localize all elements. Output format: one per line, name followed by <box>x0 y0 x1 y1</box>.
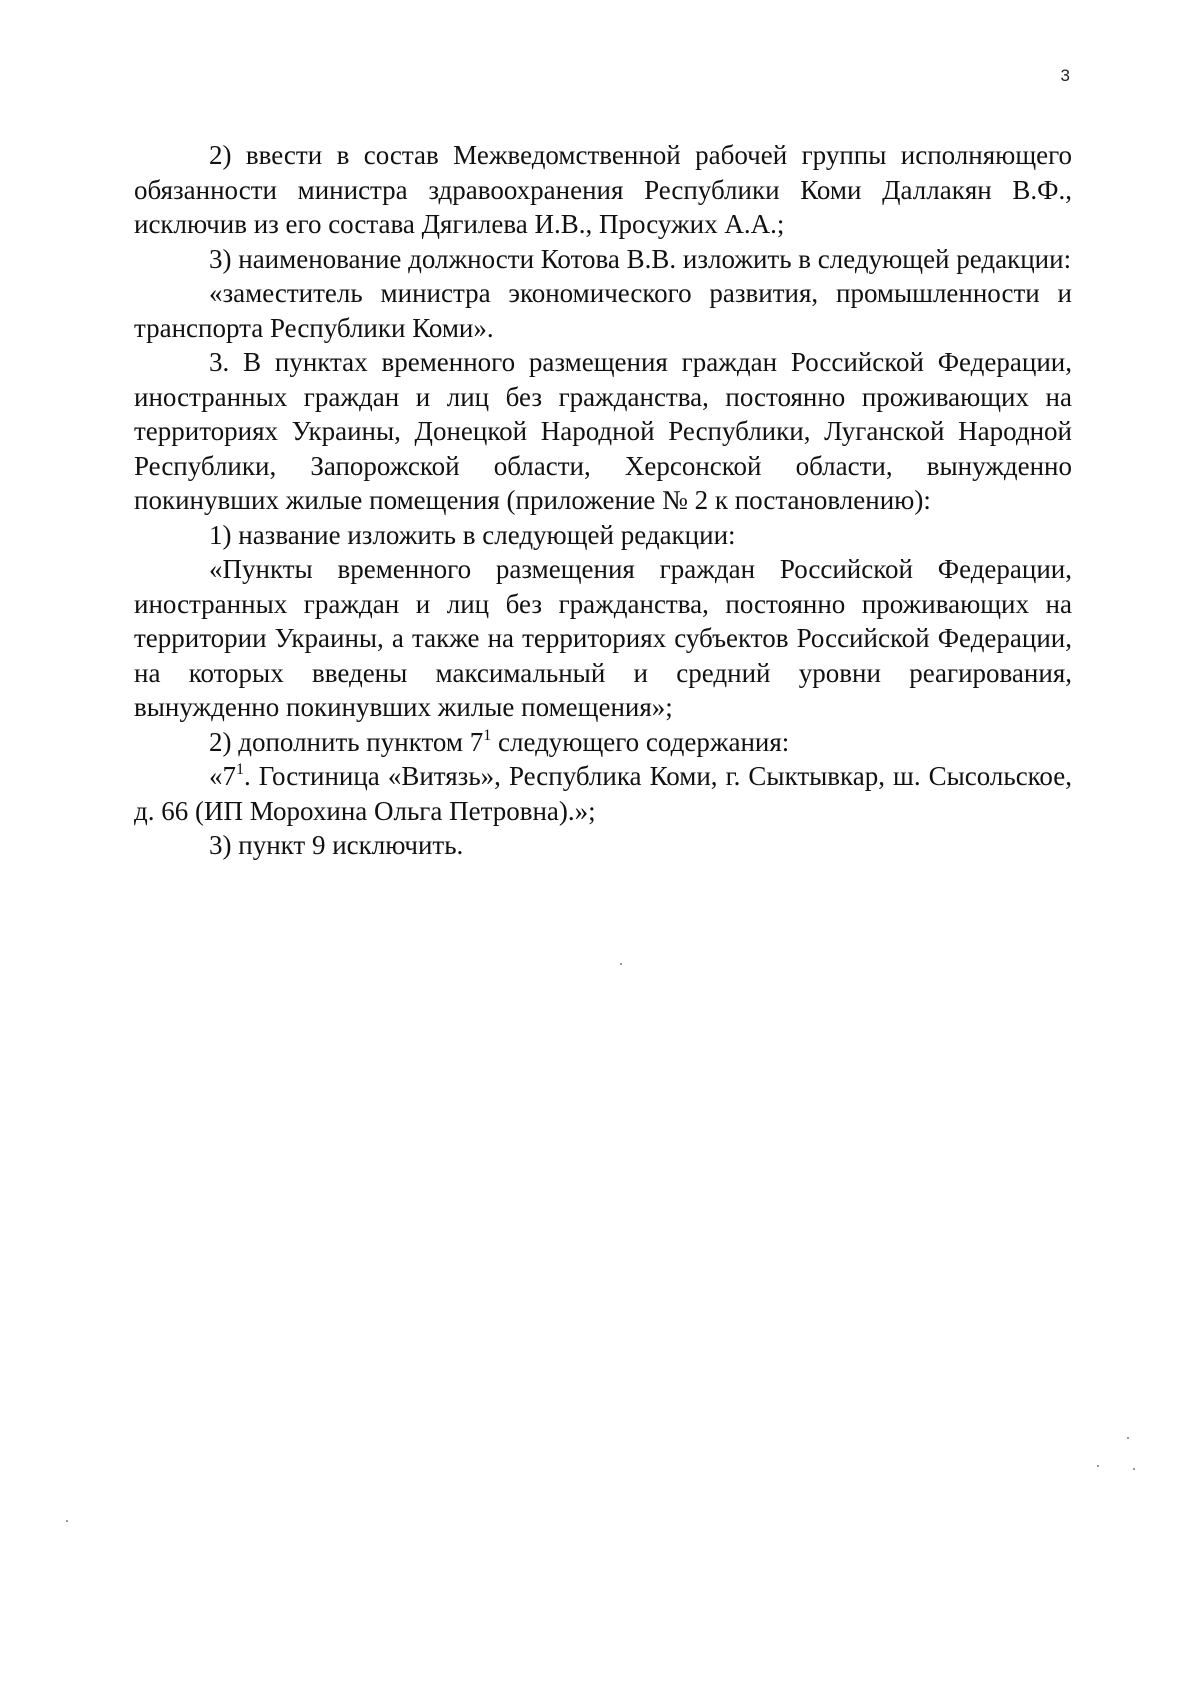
scan-speck <box>1133 1468 1135 1470</box>
hotel-entry-text: . Гостиница «Витязь», Республика Коми, г. Сыктывкар, ш. Сысольское, д. 66 (ИП Морохина Ольга Петровна).»; <box>134 761 1072 826</box>
page-number: 3 <box>1060 66 1070 85</box>
paragraph-hotel-entry <box>134 759 1072 828</box>
paragraph-rename-title: 1) название изложить в следующей редакции: <box>209 519 736 550</box>
paragraph-position-rename: 3) наименование должности Котова В.В. изложить в следующей редакции: <box>209 243 1072 274</box>
paragraph-add-point <box>134 725 1072 760</box>
paragraph-remove-point: 3) пункт 9 исключить. <box>209 830 464 860</box>
scan-speck <box>66 1520 68 1522</box>
paragraph-position-quote: «заместитель министра экономического развития, промышленности и транспорта Республики Коми». <box>134 278 1072 343</box>
scan-speck <box>1127 1437 1129 1439</box>
hotel-entry-number: «7 <box>209 761 236 791</box>
superscript: 1 <box>483 726 492 744</box>
scan-speck <box>1097 1465 1099 1467</box>
document-body <box>134 138 1072 863</box>
paragraph-add-point-text: 2) дополнить пунктом 7 <box>209 726 484 757</box>
superscript: 1 <box>236 761 244 778</box>
paragraph-add-point-text-end: следующего содержания: <box>491 726 790 757</box>
paragraph-new-title-quote: «Пункты временного размещения граждан Российской Федерации, иностранных граждан и лиц без гражданства, постоянно проживающих на территории Украины, а также на территориях субъектов Российской Федерации, на которых введены максимальный и средний уровни реагирования, вынужденно покинувших жилые помещения»; <box>134 554 1072 722</box>
scan-speck <box>620 963 622 965</box>
paragraph-section-3: 3. В пунктах временного размещения граждан Российской Федерации, иностранных граждан и лиц без гражданства, постоянно проживающих на территориях Украины, Донецкой Народной Республики, Луганской Народной Республики, Запорожской области, Херсонской области, вынужденно покинувших жилые помещения (приложение № 2 к постановлению): <box>134 347 1072 515</box>
paragraph-add-member: 2) ввести в состав Межведомственной рабочей группы исполняющего обязанности министра здравоохранения Республики Коми Даллакян В.Ф., исключив из его состава Дягилева И.В., Просужих А.А.; <box>134 140 1072 239</box>
